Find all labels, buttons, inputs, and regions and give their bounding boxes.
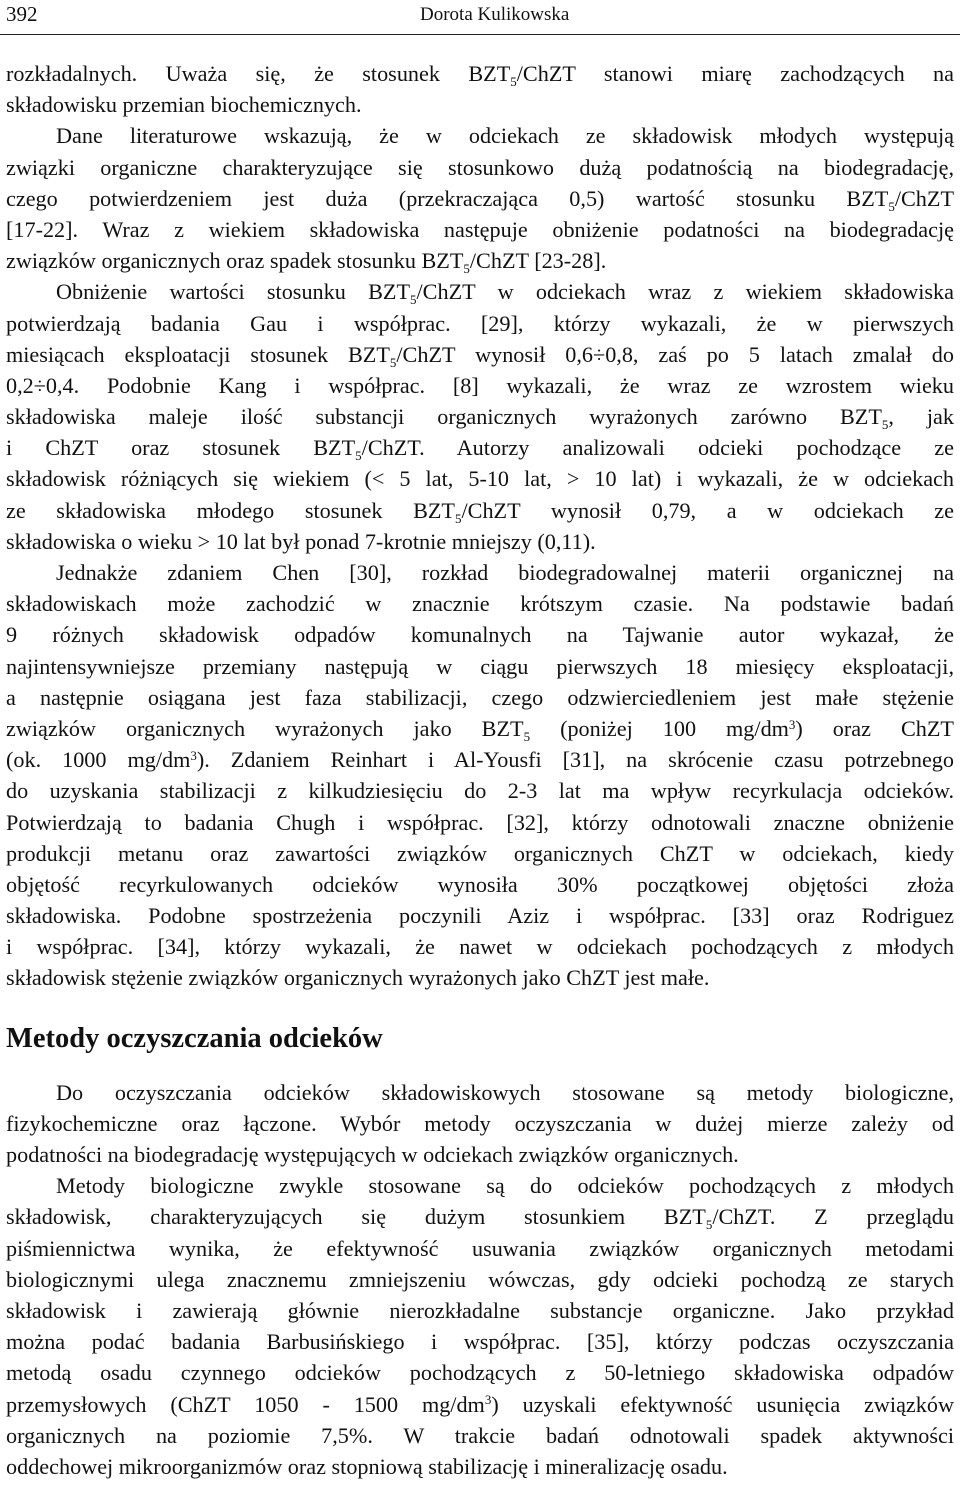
text-line: Obniżenie wartości stosunku $BZT_5$/ChZT w odciekach wraz z wiekiem składowiska [56, 279, 954, 308]
text-line: oddechowej mikroorganizmów oraz stopniową stabilizację i mineralizację osadu. [6, 1453, 728, 1479]
subscript: 5 [705, 1217, 713, 1233]
text-line: składowiska. Podobne spostrzeżenia poczynili Aziz i współprac. [33] oraz Rodriguez [6, 903, 954, 929]
text-line: Jednakże zdaniem Chen [30], rozkład biodegradowalnej materii organicznej na [56, 560, 954, 585]
subscript: 5 [389, 354, 397, 370]
text-line: składowiska maleje ilość substancji organicznych wyrażonych zarówno $BZT_5$, jak [6, 404, 955, 432]
subscript: 5 [881, 417, 889, 432]
text-line: piśmiennictwa wynika, że efektywność usuwania związków organicznych metodami [6, 1235, 954, 1261]
text-line: biologicznymi ulega znacznemu zmniejszeniu wówczas, gdy odcieki pochodzą ze starych [6, 1266, 954, 1292]
text-line: miesiącach eksploatacji stosunek $BZT_5$/ChZT wynosił 0,6÷0,8, zaś po 5 latach zmalał do [6, 341, 954, 370]
text-line: 0,2÷0,4. Podobnie Kang i współprac. [8] wykazali, że wraz ze wzrostem wieku [6, 372, 954, 398]
text-line: związki organiczne charakteryzujące się stosunkowo dużą podatnością na biodegradację, [6, 154, 954, 180]
text-line: (ok. 1000 $mg/dm^3$). Zdaniem Reinhart i Al-Yousfi [31], na skrócenie czasu potrzebnego [6, 747, 954, 773]
text-line: rozkładalnych. Uważa się, że stosunek $BZT_5$/ChZT stanowi miarę zachodzących na [6, 61, 954, 89]
text-line: potwierdzają badania Gau i współprac. [29], którzy wykazali, że w pierwszych [6, 310, 954, 336]
text-line: [17-22]. Wraz z wiekiem składowiska następuje obniżenie podatności na biodegradację [6, 216, 954, 242]
superscript: 3 [484, 1392, 492, 1408]
text-line: 9 różnych składowisk odpadów komunalnych na Tajwanie autor wykazał, że [6, 622, 954, 648]
subscript: 5 [355, 448, 362, 464]
text-line: organicznych na poziomie 7,5%. W trakcie badań odnotowali spadek aktywności [6, 1422, 954, 1448]
text-line: objętość recyrkulowanych odcieków wynosiła 30% początkowej objętości złoża [6, 871, 954, 897]
text-line: składowiska o wieku > 10 lat był ponad 7-krotnie mniejszy (0,11). [6, 528, 596, 554]
text-line: składowisk różniących się wiekiem (< 5 lat, 5-10 lat, > 10 lat) i wykazali, że w odciekach [6, 466, 954, 492]
text-line: Dane literaturowe wskazują, że w odciekach ze składowisk młodych występują [56, 123, 954, 149]
text-line: produkcji metanu oraz zawartości związków organicznych ChZT w odciekach, kiedy [6, 840, 954, 866]
text-line: metodą osadu czynnego odcieków pochodzących z 50-letniego składowiska odpadów [6, 1360, 954, 1386]
text-line: do uzyskania stabilizacji z kilkudziesięciu do 2-3 lat ma wpływ recyrkulacja odcieków. [6, 778, 954, 804]
text-line: składowisk stężenie związków organicznych wyrażonych jako ChZT jest małe. [6, 965, 710, 991]
text-line: związków organicznych oraz spadek stosunku $BZT_5$/ChZT [23-28]. [6, 248, 607, 277]
superscript: 3 [788, 716, 796, 732]
page-header [0, 0, 960, 35]
text-line: przemysłowych (ChZT 1050 - 1500 $mg/dm^3$) uzyskali efektywność usunięcia związków [6, 1391, 954, 1417]
body-text-section-2 [6, 1077, 954, 1482]
section-heading: Metody oczyszczania odcieków [6, 1022, 383, 1054]
text-line: podatności na biodegradację występujących w odciekach związków organicznych. [6, 1142, 739, 1167]
text-line: związków organicznych wyrażonych jako $BZT_5$ (poniżej 100 $mg/dm^3$) oraz ChZT [6, 715, 954, 744]
superscript: 3 [190, 747, 197, 763]
body-text-section-1 [6, 58, 954, 994]
subscript: 5 [463, 261, 470, 277]
running-head-author: Dorota Kulikowska [420, 4, 570, 25]
page-number: 392 [6, 2, 38, 26]
text-line: a następnie osiągana jest faza stabilizacji, czego odzwierciedleniem jest małe stężenie [6, 684, 954, 710]
text-line: najintensywniejsze przemiany następują w ciągu pierwszych 18 miesięcy eksploatacji, [6, 653, 954, 679]
text-line: składowisk, charakteryzujących się dużym stosunkiem $BZT_5$/ChZT. Z przeglądu [6, 1204, 954, 1233]
text-line: można podać badania Barbusińskiego i współprac. [35], którzy podczas oczyszczania [6, 1329, 954, 1355]
text-line: fizykochemiczne oraz łączone. Wybór metody oczyszczania w dużej mierze zależy od [6, 1110, 954, 1136]
subscript: 5 [523, 728, 531, 744]
subscript: 5 [410, 292, 417, 308]
subscript: 5 [888, 198, 895, 214]
text-line: i ChZT oraz stosunek $BZT_5$/ChZT. Autorzy analizowali odcieki pochodzące ze [6, 435, 954, 464]
text-line: czego potwierdzeniem jest duża (przekraczająca 0,5) wartość stosunku $BZT_5$/ChZT [6, 185, 954, 214]
text-line: składowiskach może zachodzić w znacznie krótszym czasie. Na podstawie badań [6, 591, 954, 617]
text-line: składowisku przemian biochemicznych. [6, 92, 362, 118]
text-line: Potwierdzają to badania Chugh i współprac. [32], którzy odnotowali znaczne obniżenie [6, 809, 954, 835]
text-line: Metody biologiczne zwykle stosowane są do odcieków pochodzących z młodych [56, 1173, 954, 1199]
text-line: składowisk i zawierają głównie nierozkładalne substancje organiczne. Jako przykład [6, 1297, 954, 1323]
subscript: 5 [455, 510, 462, 526]
text-line: Do oczyszczania odcieków składowiskowych stosowane są metody biologiczne, [56, 1079, 954, 1105]
article-body [6, 58, 954, 1482]
text-line: ze składowiska młodego stosunek $BZT_5$/ChZT wynosił 0,79, a w odciekach ze [6, 497, 954, 526]
text-line: i współprac. [34], którzy wykazali, że nawet w odciekach pochodzących z młodych [6, 934, 954, 960]
subscript: 5 [510, 73, 517, 89]
